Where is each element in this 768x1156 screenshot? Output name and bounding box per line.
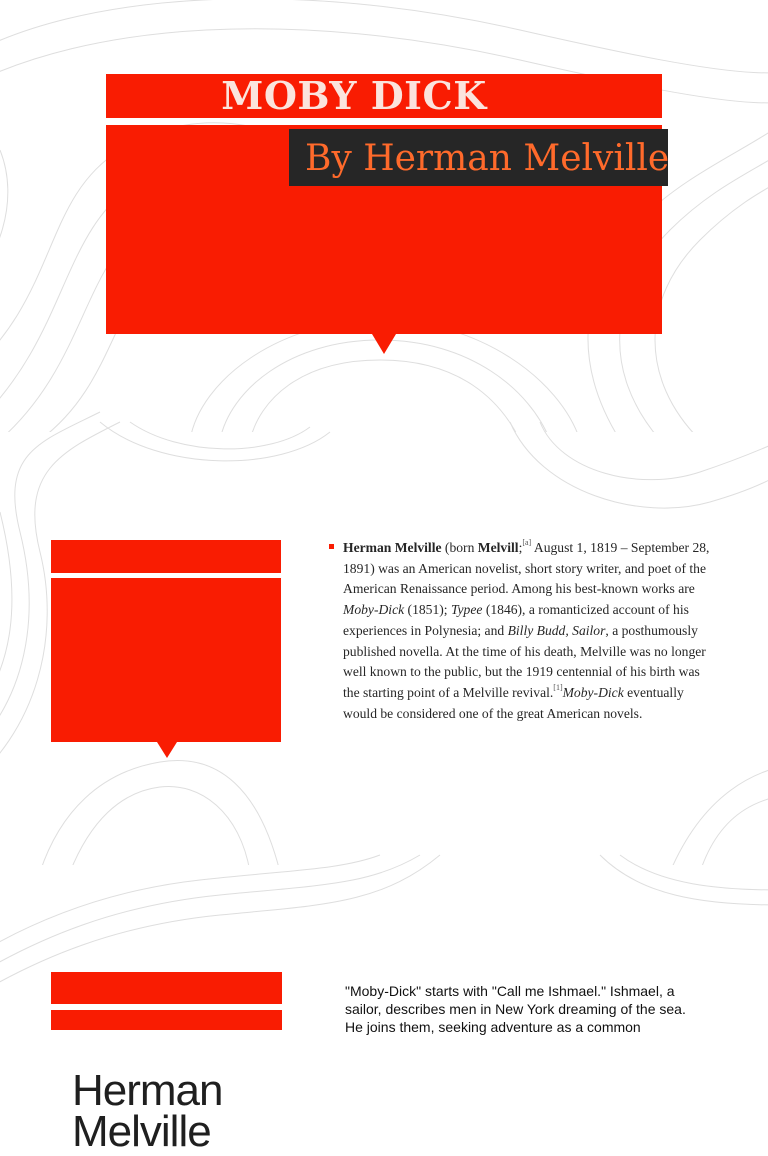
- bio-name: Herman Melville: [343, 540, 442, 555]
- author-heading-panel: [51, 578, 281, 742]
- bio-text-4: (1851);: [404, 602, 451, 618]
- plot-heading-panel: [51, 1010, 282, 1030]
- bio-text-1: (born: [441, 540, 478, 555]
- author-panel-pointer: [157, 742, 177, 758]
- bio-work-moby-dick: Moby-Dick: [343, 602, 405, 618]
- author-heading-line2: Melville: [72, 1107, 211, 1156]
- author-heading: [72, 1066, 223, 1156]
- author-heading-line1: Herman: [72, 1066, 223, 1115]
- title-slide: [0, 0, 768, 432]
- title-panel-pointer: [372, 334, 396, 354]
- plot-heading-band: [51, 972, 282, 1004]
- author-heading-band: [51, 540, 281, 573]
- bio-work-typee: Typee: [450, 602, 483, 618]
- footnote-a-link[interactable]: [a]: [522, 538, 532, 547]
- bio-text-5: (1846), a romanticized account of his experiences in Polynesia; and: [343, 602, 689, 638]
- presentation-subtitle: By Herman Melville: [305, 138, 670, 179]
- bio-work-billy-budd: Billy Budd, Sailor: [507, 622, 606, 638]
- bullet-marker: [329, 544, 334, 549]
- bio-born-name: Melvill: [477, 540, 519, 555]
- bio-text-7: eventually would be considered one of the great American novels.: [343, 684, 684, 721]
- presentation-title: MOBY DICK: [221, 73, 487, 118]
- bio-text-3: August 1, 1819 – September 28, 1891) was an American novelist, short story writer, and poet of the American Renaissance period. Among his best-known works are: [343, 540, 710, 597]
- bio-work-moby-dick-2: Moby-Dick: [562, 684, 624, 700]
- plot-summary: "Moby-Dick" starts with "Call me Ishmael." Ishmael, a sailor, describes men in New York dreaming of the sea. He joins them, seeking adventure as a common: [345, 983, 686, 1035]
- bio-text-2: ;: [518, 540, 523, 555]
- author-biography: [343, 538, 713, 724]
- bio-text-6: , a posthumously published novella. At the time of his death, Melville was no longer well known to the public, but the 1919 centennial of his birth was the starting point of a Melville revival.: [343, 622, 706, 700]
- footnote-1-link[interactable]: [1]: [553, 682, 563, 692]
